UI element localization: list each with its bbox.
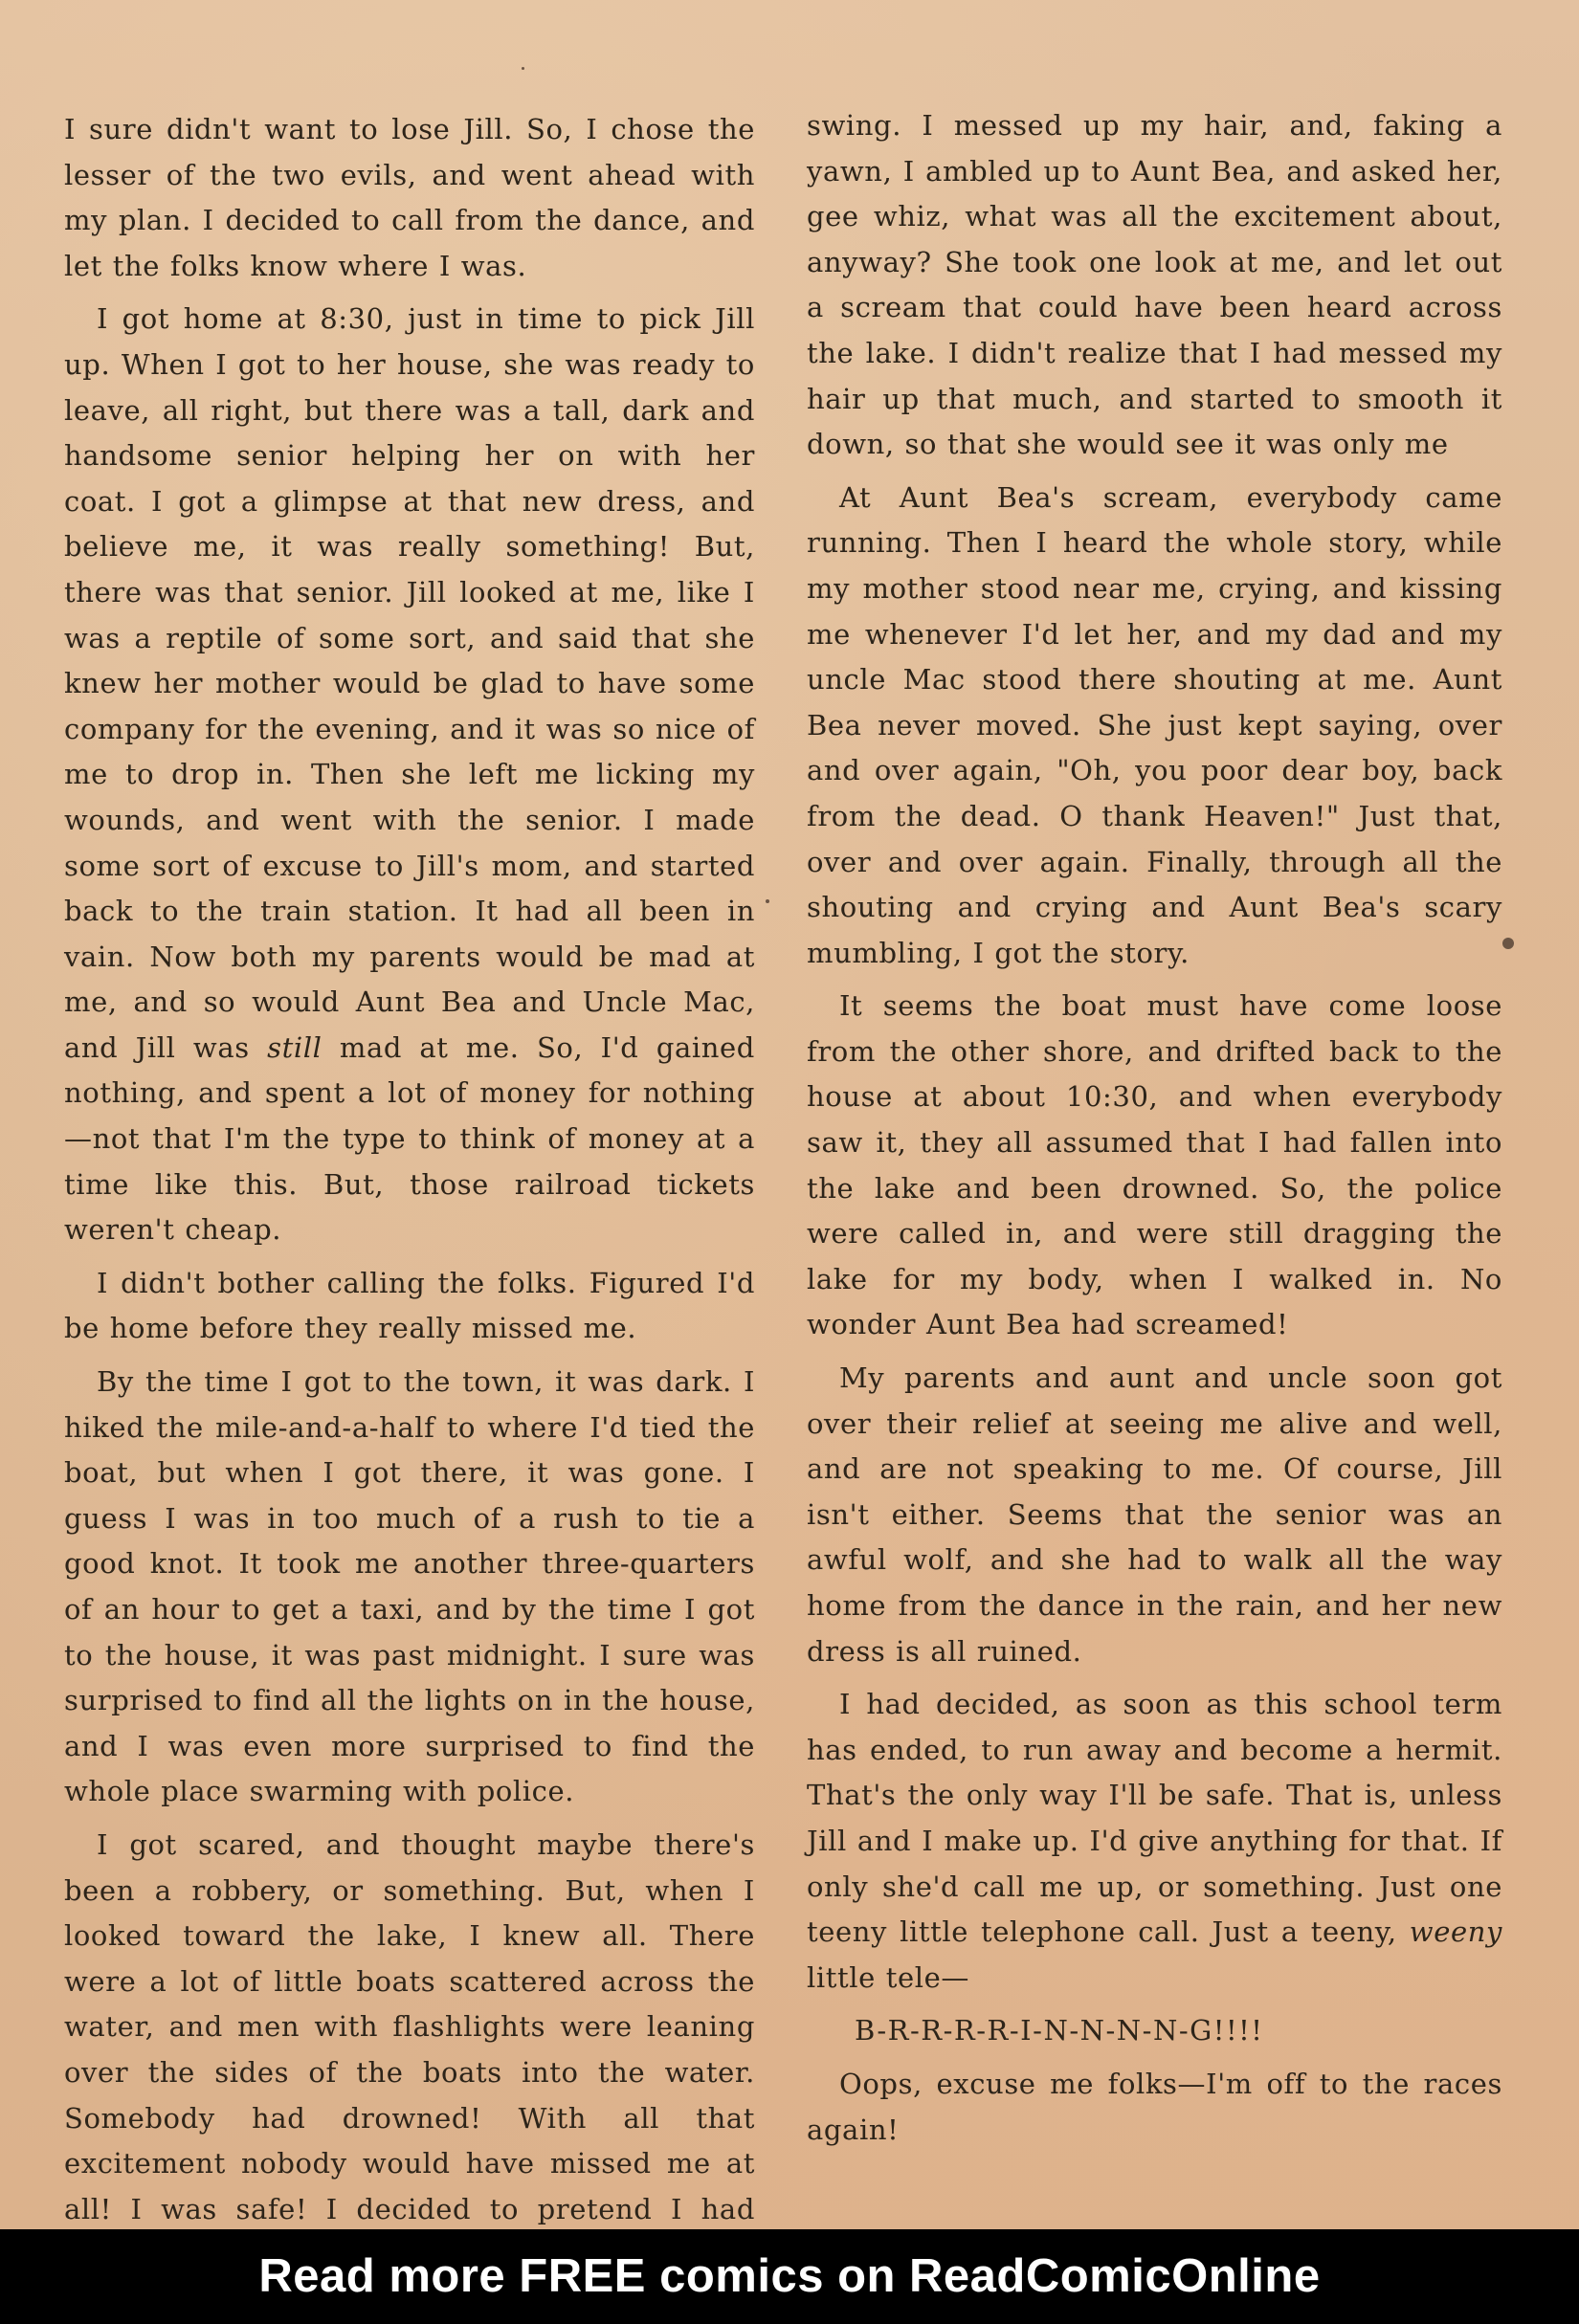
- left-paragraph-2-end: mad at me. So, I'd gained nothing, and spent a lot of money for nothing—not that I'm the type to think of money at a time like this. But, those railroad tickets weren't cheap.: [64, 1030, 755, 1247]
- left-paragraph-3: I didn't bother calling the folks. Figured I'd be home before they really missed me.: [64, 1266, 755, 1345]
- right-paragraph-1: swing. I messed up my hair, and, faking a yawn, I ambled up to Aunt Bea, and asked her, gee whiz, what was all the excitement about, anyway? She took one look at me, and let out a scream that could have been heard across the lake. I didn't realize that I had messed my hair up that much, and started to smooth it down, so that she would see it was only me: [807, 109, 1502, 461]
- right-paragraph-7: Oops, excuse me folks—I'm off to the races again!: [807, 2067, 1502, 2146]
- phone-ring-text: B-R-R-R-R-I-N-N-N-N-G!!!!: [855, 2014, 1264, 2047]
- read-more-banner-text: Read more FREE comics on ReadComicOnline: [258, 2250, 1321, 2302]
- paper-speck: [522, 67, 524, 70]
- left-paragraph-2: [64, 297, 755, 1252]
- emphasis-weeny: weeny: [1409, 1915, 1502, 1949]
- paper-speck: [766, 899, 769, 903]
- left-paragraph-4: By the time I got to the town, it was dark. I hiked the mile-and-a-half to where I'd tied the boat, but when I got there, it was gone. I guess I was in too much of a rush to tie a good knot. It took me another three-quarters of an hour to get a taxi, and by the time I got to the house, it was past midnight. I sure was surprised to find all the lights on in the house, and I was even more surprised to find the whole place swarming with police.: [64, 1365, 755, 1808]
- right-paragraph-5-end: little tele—: [807, 1960, 969, 1994]
- left-text-column: [64, 107, 755, 2286]
- emphasis-still: still: [267, 1030, 322, 1064]
- right-paragraph-5-text: I had decided, as soon as this school term has ended, to run away and become a hermit. That's the only way I'll be safe. That is, unless Jill and I make up. I'd give anything for that. If only she'd call me up, or something. Just one teeny little telephone call. Just a teeny,: [807, 1688, 1502, 1949]
- left-paragraph-2-text: I got home at 8:30, just in time to pick Jill up. When I got to her house, she was ready to leave, all right, but there was a tall, dark and handsome senior helping her on with her coat. I got a glimpse at that new dress, and believe me, it was really something! But, there was that senior. Jill looked at me, like I was a reptile of some sort, and said that she knew her mother would be glad to have some company for the evening, and it was so nice of me to drop in. Then she left me licking my wounds, and went with the senior. I made some sort of excuse to Jill's mom, and started back to the train station. It had all been in vain. Now both my parents would be mad at me, and so would Aunt Bea and Uncle Mac, and Jill was: [64, 302, 755, 1064]
- right-paragraph-4: My parents and aunt and uncle soon got over their relief at seeing me alive and well, and are not speaking to me. Of course, Jill isn't either. Seems that the senior was an awful wolf, and she had to walk all the way home from the dance in the rain, and her new dress is all ruined.: [807, 1361, 1502, 1668]
- right-paragraph-3: It seems the boat must have come loose from the other shore, and drifted back to the house at about 10:30, and when everybody saw it, they all assumed that I had fallen into the lake and been drowned. So, the police were called in, and were still dragging the lake for my body, when I walked in. No wonder Aunt Bea had screamed!: [807, 989, 1502, 1341]
- read-more-banner[interactable]: [0, 2229, 1579, 2324]
- left-paragraph-5: I got scared, and thought maybe there's been a robbery, or something. But, when I looked toward the lake, I knew all. There were a lot of little boats scattered across the water, and men with flashlights were leaning over the sides of the boats into the water. Somebody had drowned! With all that excitement nobody would have missed me at all! I was safe! I decided to pretend I had: [64, 1827, 755, 2225]
- right-text-column: [807, 103, 1502, 2160]
- right-paragraph-5: [807, 1682, 1502, 2001]
- right-paragraph-2: At Aunt Bea's scream, everybody came running. Then I heard the whole story, while my mother stood near me, crying, and kissing me whenever I'd let her, and my dad and my uncle Mac stood there shouting at me. Aunt Bea never moved. She just kept saying, over and over again, "Oh, you poor dear boy, back from the dead. O thank Heaven!" Just that, over and over again. Finally, through all the shouting and crying and Aunt Bea's scary mumbling, I got the story.: [807, 480, 1502, 969]
- paper-speck: [1502, 938, 1514, 949]
- left-paragraph-1: I sure didn't want to lose Jill. So, I chose the lesser of the two evils, and went ahead with my plan. I decided to call from the dance, and let the folks know where I was.: [64, 113, 755, 282]
